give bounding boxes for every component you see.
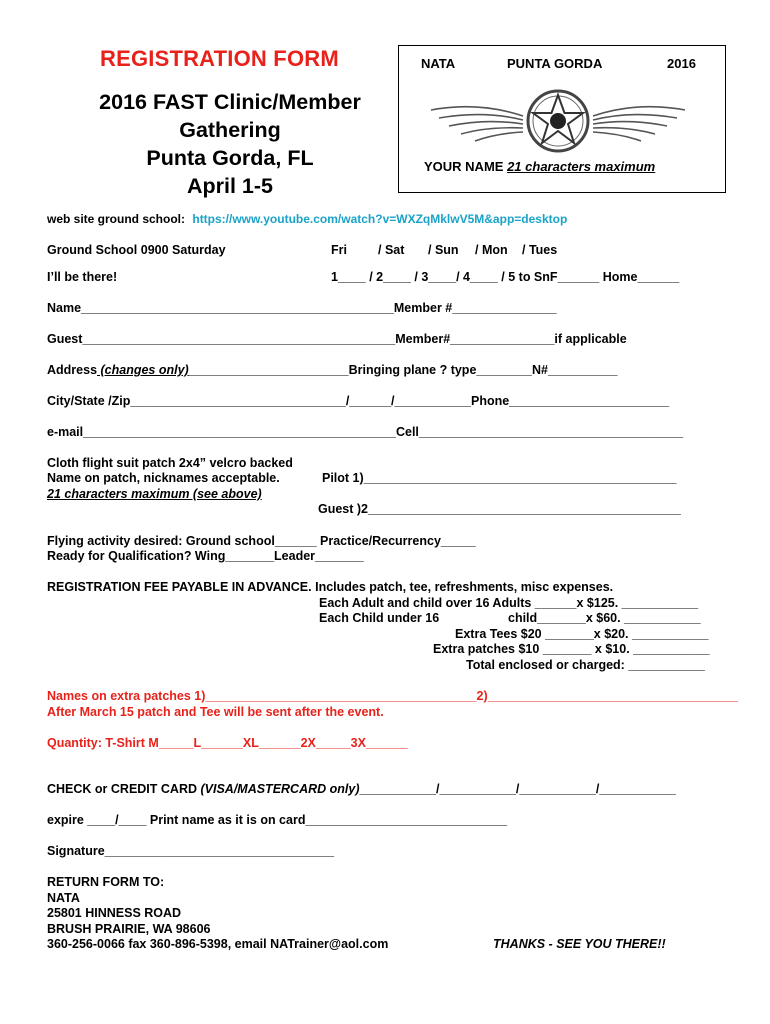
fee-child-row[interactable]: child_______x $60. ___________ xyxy=(508,611,701,625)
schedule-label: Ground School 0900 Saturday xyxy=(47,243,226,257)
patch-line-1: Cloth flight suit patch 2x4” velcro backed xyxy=(47,456,293,470)
return-address xyxy=(47,875,388,953)
badge-year: 2016 xyxy=(667,56,696,71)
day-sun: / Sun xyxy=(428,243,459,257)
pilot-patch-field[interactable]: Pilot 1)_____________________________________________ xyxy=(322,471,677,485)
fee-adult-row[interactable]: Each Adult and child over 16 Adults ______x $125. ___________ xyxy=(319,596,699,610)
return-line: 25801 HINNESS ROAD xyxy=(47,906,182,920)
email-cell-field[interactable]: e-mail_____________________________________________Cell______________________________________ xyxy=(47,425,684,439)
event-line: 2016 FAST Clinic/Member xyxy=(99,90,361,114)
winged-star-emblem-icon xyxy=(423,86,693,156)
fee-intro: REGISTRATION FEE PAYABLE IN ADVANCE. Includes patch, tee, refreshments, misc expenses. xyxy=(47,580,614,594)
flying-activity-field[interactable]: Flying activity desired: Ground school______ Practice/Recurrency_____ xyxy=(47,534,476,548)
event-line: April 1-5 xyxy=(186,174,274,198)
qualification-field[interactable]: Ready for Qualification? Wing_______Leader_______ xyxy=(47,549,364,563)
website-label: web site ground school: xyxy=(47,212,186,226)
fee-total-row[interactable]: Total enclosed or charged: ___________ xyxy=(466,658,705,672)
extra-patches-note: After March 15 patch and Tee will be sent after the event. xyxy=(47,705,384,719)
website-row xyxy=(47,212,567,226)
day-tues: / Tues xyxy=(522,243,558,257)
guest-patch-field[interactable]: Guest )2_____________________________________________ xyxy=(318,502,681,516)
event-line: Gathering xyxy=(179,118,281,142)
badge-location: PUNTA GORDA xyxy=(507,56,603,71)
signature-field[interactable]: Signature_________________________________ xyxy=(47,844,335,858)
address-label: Address xyxy=(47,363,98,377)
day-fri: Fri xyxy=(331,243,347,257)
return-line: BRUSH PRAIRIE, WA 98606 xyxy=(47,921,211,936)
return-line: RETURN FORM TO: xyxy=(47,875,165,889)
your-name-note: 21 characters maximum xyxy=(507,159,656,174)
fee-patches-row[interactable]: Extra patches $10 _______ x $10. ___________ xyxy=(433,642,710,656)
website-link[interactable]: https://www.youtube.com/watch?v=WXZqMklwV5M&app=desktop xyxy=(192,212,568,226)
form-title: REGISTRATION FORM xyxy=(100,46,339,71)
guest-member-field[interactable]: Guest_____________________________________________Member#_______________if applicable xyxy=(47,332,627,346)
card-number-blanks: ___________/___________/___________/___________ xyxy=(359,782,676,796)
attendance-field[interactable]: 1____ / 2____ / 3____/ 4____ / 5 to SnF______ Home______ xyxy=(331,270,680,284)
patch-line-3: 21 characters maximum (see above) xyxy=(47,487,262,501)
fee-child-label: Each Child under 16 xyxy=(319,611,440,625)
your-name-label: YOUR NAME xyxy=(424,159,504,174)
address-changes-note: (changes only) xyxy=(97,363,189,377)
expire-print-name-field[interactable]: expire ____/____ Print name as it is on card_____________________________ xyxy=(47,813,508,827)
address-plane-rest: _______________________Bringing plane ? type________N#__________ xyxy=(188,363,618,377)
return-line: 360-256-0066 fax 360-896-5398, email NATrainer@aol.com xyxy=(47,937,389,951)
day-sat: / Sat xyxy=(378,243,405,257)
badge-org: NATA xyxy=(421,56,456,71)
tshirt-quantity-field[interactable]: Quantity: T-Shirt M_____L______XL______2X_____3X______ xyxy=(47,736,408,750)
payment-label: CHECK or CREDIT CARD xyxy=(47,782,197,796)
your-name-field[interactable] xyxy=(424,159,655,174)
thanks-note: THANKS - SEE YOU THERE!! xyxy=(493,937,666,951)
payment-cards: (VISA/MASTERCARD only) xyxy=(197,782,360,796)
event-heading xyxy=(60,88,400,200)
event-line: Punta Gorda, FL xyxy=(146,146,314,170)
patch-line-2: Name on patch, nicknames acceptable. xyxy=(47,471,280,485)
fee-tees-row[interactable]: Extra Tees $20 _______x $20. ___________ xyxy=(455,627,709,641)
day-mon: / Mon xyxy=(475,243,508,257)
attendance-label: I’ll be there! xyxy=(47,270,118,284)
extra-patches-field[interactable]: Names on extra patches 1)_______________________________________2)____________________________________ xyxy=(47,689,738,703)
name-member-field[interactable]: Name_____________________________________________Member #_______________ xyxy=(47,301,557,315)
return-line: NATA xyxy=(47,890,80,905)
address-plane-field[interactable] xyxy=(47,363,618,377)
card-number-field[interactable] xyxy=(47,782,676,796)
city-phone-field[interactable]: City/State /Zip_______________________________/______/___________Phone_______________________ xyxy=(47,394,670,408)
